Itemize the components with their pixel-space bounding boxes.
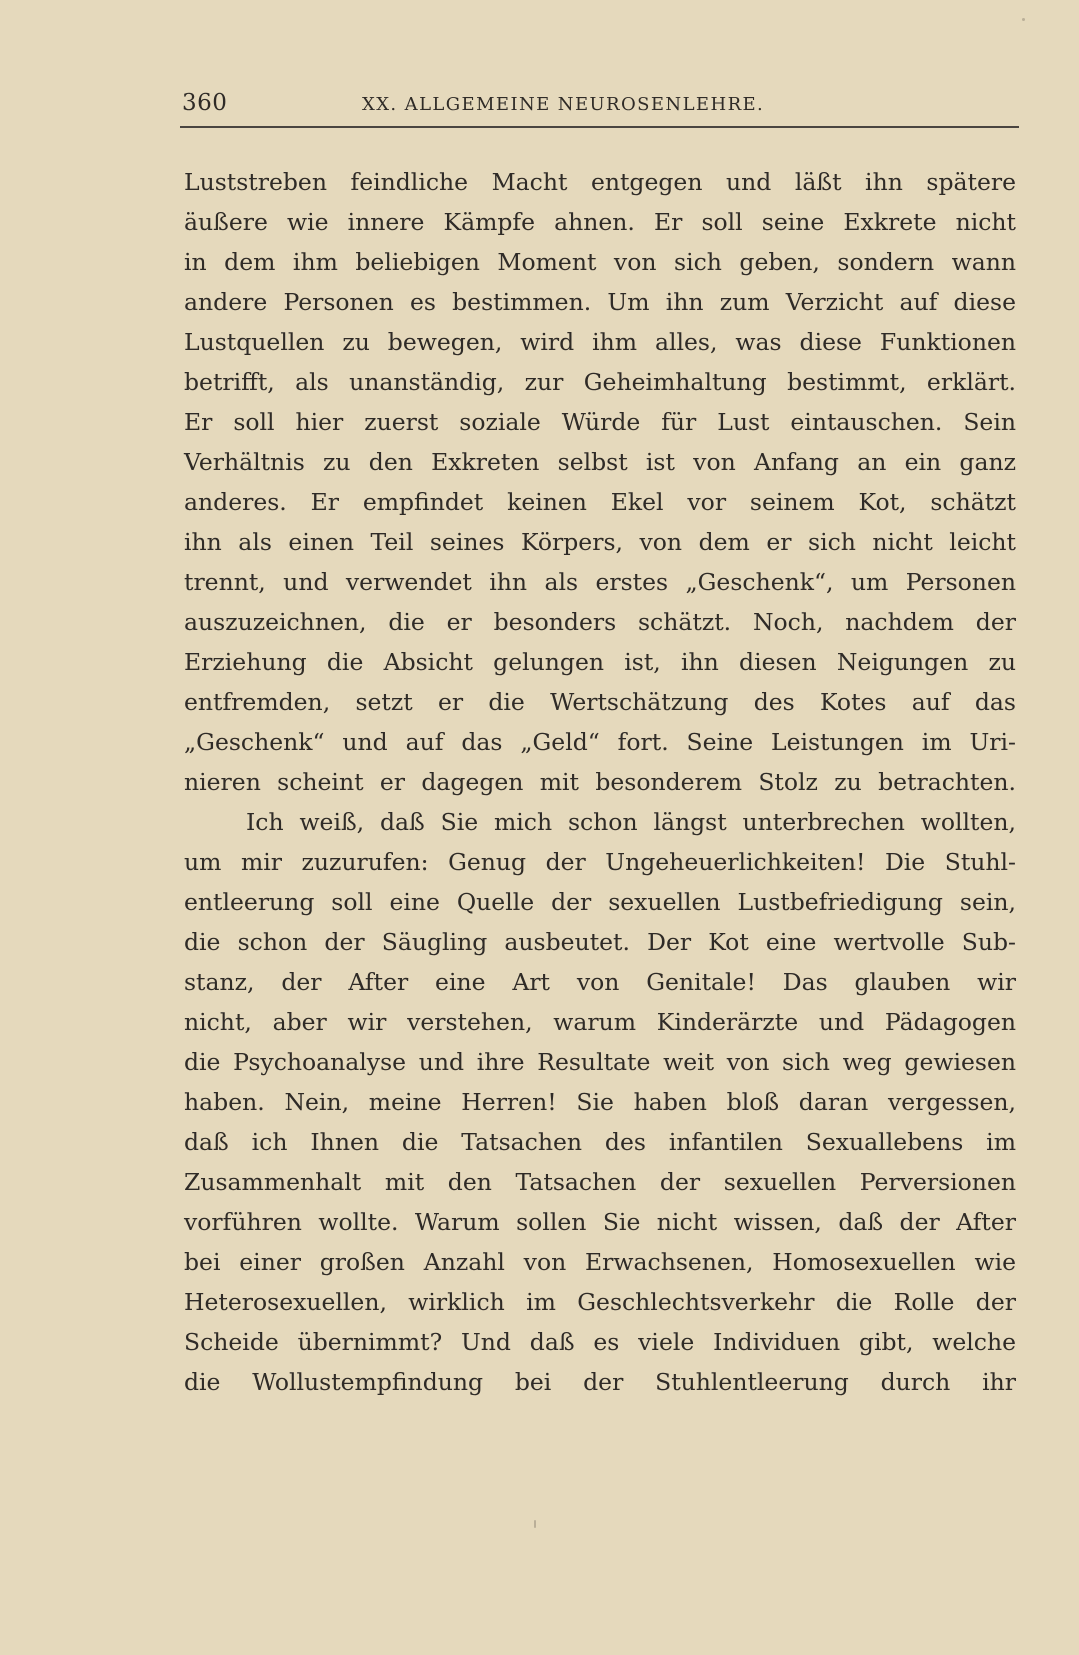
page-header — [182, 90, 1019, 120]
paper-spot — [1022, 18, 1025, 21]
text-line: um mir zuzurufen: Genug der Ungeheuerlichkeiten! Die Stuhl- — [184, 848, 1016, 876]
text-line: entleerung soll eine Quelle der sexuellen Lustbefriedigung sein, — [184, 888, 1016, 916]
text-line: haben. Nein, meine Herren! Sie haben bloß daran vergessen, — [184, 1088, 1016, 1116]
text-line: vorführen wollte. Warum sollen Sie nicht wissen, daß der After — [184, 1208, 1016, 1236]
text-line: Lustquellen zu bewegen, wird ihm alles, was diese Funktionen — [184, 328, 1016, 356]
header-rule — [180, 126, 1019, 128]
text-line: die Psychoanalyse und ihre Resultate weit von sich weg gewiesen — [184, 1048, 1016, 1076]
text-line: nieren scheint er dagegen mit besonderem Stolz zu betrachten. — [184, 768, 1016, 796]
text-line: trennt, und verwendet ihn als erstes „Geschenk“, um Personen — [184, 568, 1016, 596]
text-line: Ich weiß, daß Sie mich schon längst unterbrechen wollten, — [246, 808, 1016, 836]
text-line: auszuzeichnen, die er besonders schätzt. Noch, nachdem der — [184, 608, 1016, 636]
body-text — [184, 162, 1016, 1402]
text-line: Luststreben feindliche Macht entgegen und läßt ihn spätere — [184, 168, 1016, 196]
text-line: stanz, der After eine Art von Genitale! Das glauben wir — [184, 968, 1016, 996]
text-line: nicht, aber wir verstehen, warum Kinderärzte und Pädagogen — [184, 1008, 1016, 1036]
text-line: „Geschenk“ und auf das „Geld“ fort. Seine Leistungen im Uri- — [184, 728, 1016, 756]
text-line: daß ich Ihnen die Tatsachen des infantilen Sexuallebens im — [184, 1128, 1016, 1156]
text-line: Erziehung die Absicht gelungen ist, ihn diesen Neigungen zu — [184, 648, 1016, 676]
text-line: äußere wie innere Kämpfe ahnen. Er soll seine Exkrete nicht — [184, 208, 1016, 236]
text-line: die Wollustempfindung bei der Stuhlentleerung durch ihr — [184, 1368, 1016, 1396]
text-line: anderes. Er empfindet keinen Ekel vor seinem Kot, schätzt — [184, 488, 1016, 516]
page-number: 360 — [182, 90, 228, 116]
text-line: Er soll hier zuerst soziale Würde für Lust eintauschen. Sein — [184, 408, 1016, 436]
text-line: in dem ihm beliebigen Moment von sich geben, sondern wann — [184, 248, 1016, 276]
text-line: Zusammenhalt mit den Tatsachen der sexuellen Perversionen — [184, 1168, 1016, 1196]
text-line: die schon der Säugling ausbeutet. Der Kot eine wertvolle Sub- — [184, 928, 1016, 956]
running-head: XX. ALLGEMEINE NEUROSENLEHRE. — [362, 94, 765, 115]
text-line: Scheide übernimmt? Und daß es viele Individuen gibt, welche — [184, 1328, 1016, 1356]
text-line: Heterosexuellen, wirklich im Geschlechtsverkehr die Rolle der — [184, 1288, 1016, 1316]
text-line: entfremden, setzt er die Wertschätzung des Kotes auf das — [184, 688, 1016, 716]
paper-spot — [534, 1520, 536, 1528]
text-line: bei einer großen Anzahl von Erwachsenen, Homosexuellen wie — [184, 1248, 1016, 1276]
text-line: Verhältnis zu den Exkreten selbst ist von Anfang an ein ganz — [184, 448, 1016, 476]
text-line: andere Personen es bestimmen. Um ihn zum Verzicht auf diese — [184, 288, 1016, 316]
text-line: ihn als einen Teil seines Körpers, von dem er sich nicht leicht — [184, 528, 1016, 556]
text-line: betrifft, als unanständig, zur Geheimhaltung bestimmt, erklärt. — [184, 368, 1016, 396]
